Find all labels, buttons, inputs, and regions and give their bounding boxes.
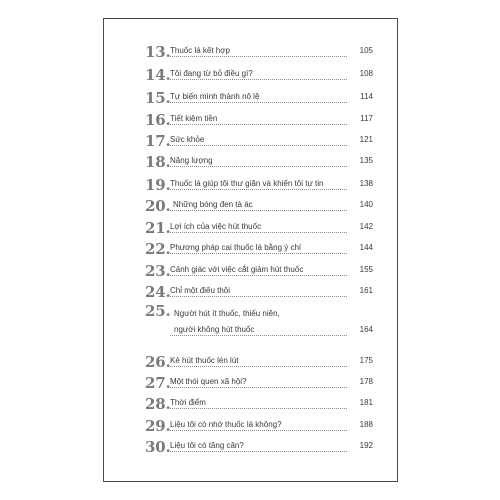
chapter-number: 27. (145, 374, 171, 392)
dot-leader (170, 79, 347, 80)
page-number: 121 (347, 135, 373, 144)
chapter-number: 21. (145, 219, 171, 237)
page-number: 108 (347, 69, 373, 78)
dot-leader (170, 166, 347, 167)
chapter-title: Lợi ích của việc hút thuốc (170, 222, 262, 231)
chapter-title: Thời điểm (170, 398, 206, 407)
page-number: 155 (347, 265, 373, 274)
dot-leader (170, 387, 347, 388)
dot-leader (170, 56, 347, 57)
dot-leader (170, 451, 347, 452)
chapter-title: Người hút ít thuốc, thiếu niên, (174, 309, 280, 318)
chapter-title: Tiết kiệm tiền (170, 114, 218, 123)
page-number: 140 (347, 200, 373, 209)
page-number: 142 (347, 222, 373, 231)
chapter-number: 17. (145, 132, 171, 150)
dot-leader (170, 232, 347, 233)
chapter-title: Những bóng đen tà ác (173, 200, 253, 209)
chapter-number: 25. (145, 302, 171, 320)
page-number: 164 (347, 325, 373, 334)
chapter-title-continued: người không hút thuốc (174, 325, 255, 334)
page-number: 114 (347, 92, 373, 101)
chapter-title: Một thói quen xã hội? (170, 377, 247, 386)
chapter-number: 20. (145, 197, 171, 215)
chapter-number: 28. (145, 395, 171, 413)
dot-leader (170, 210, 347, 211)
chapter-title: Sức khỏe (170, 135, 205, 144)
chapter-number: 23. (145, 262, 171, 280)
chapter-title: Thuốc lá giúp tôi thư giãn và khiến tôi tự tin (170, 179, 324, 188)
page-number: 192 (347, 441, 373, 450)
dot-leader (170, 335, 347, 336)
page-number: 105 (347, 46, 373, 55)
page-number: 144 (347, 243, 373, 252)
dot-leader (170, 145, 347, 146)
dot-leader (170, 253, 347, 254)
chapter-number: 15. (145, 89, 171, 107)
chapter-number: 26. (145, 353, 171, 371)
book-page (103, 18, 398, 482)
page-number: 181 (347, 398, 373, 407)
chapter-title: Thuốc lá kết hợp (170, 46, 230, 55)
dot-leader (170, 189, 347, 190)
chapter-title: Liệu tôi có nhớ thuốc lá không? (170, 420, 282, 429)
chapter-number: 14. (145, 66, 171, 84)
dot-leader (170, 408, 347, 409)
page-number: 135 (347, 156, 373, 165)
chapter-number: 19. (145, 176, 171, 194)
dot-leader (170, 102, 347, 103)
page-number: 188 (347, 420, 373, 429)
dot-leader (170, 366, 347, 367)
page-number: 138 (347, 179, 373, 188)
page-number: 178 (347, 377, 373, 386)
chapter-number: 18. (145, 153, 171, 171)
chapter-title: Tự biến mình thành nô lệ (170, 92, 260, 101)
dot-leader (170, 296, 347, 297)
chapter-title: Kẻ hút thuốc lén lút (170, 356, 239, 365)
chapter-number: 29. (145, 417, 171, 435)
page-number: 161 (347, 286, 373, 295)
dot-leader (170, 275, 347, 276)
chapter-number: 13. (145, 43, 171, 61)
dot-leader (170, 124, 347, 125)
chapter-title: Chỉ một điếu thôi (170, 286, 231, 295)
chapter-number: 22. (145, 240, 171, 258)
chapter-title: Năng lượng (170, 156, 213, 165)
chapter-number: 16. (145, 111, 171, 129)
chapter-number: 30. (145, 438, 171, 456)
page-number: 175 (347, 356, 373, 365)
chapter-number: 24. (145, 283, 171, 301)
dot-leader (170, 430, 347, 431)
chapter-title: Phương pháp cai thuốc lá bằng ý chí (170, 243, 302, 252)
chapter-title: Liệu tôi có tăng cân? (170, 441, 244, 450)
chapter-title: Cảnh giác với việc cắt giảm hút thuốc (170, 265, 304, 274)
chapter-title: Tôi đang từ bỏ điều gì? (170, 69, 253, 78)
page-number: 117 (347, 114, 373, 123)
